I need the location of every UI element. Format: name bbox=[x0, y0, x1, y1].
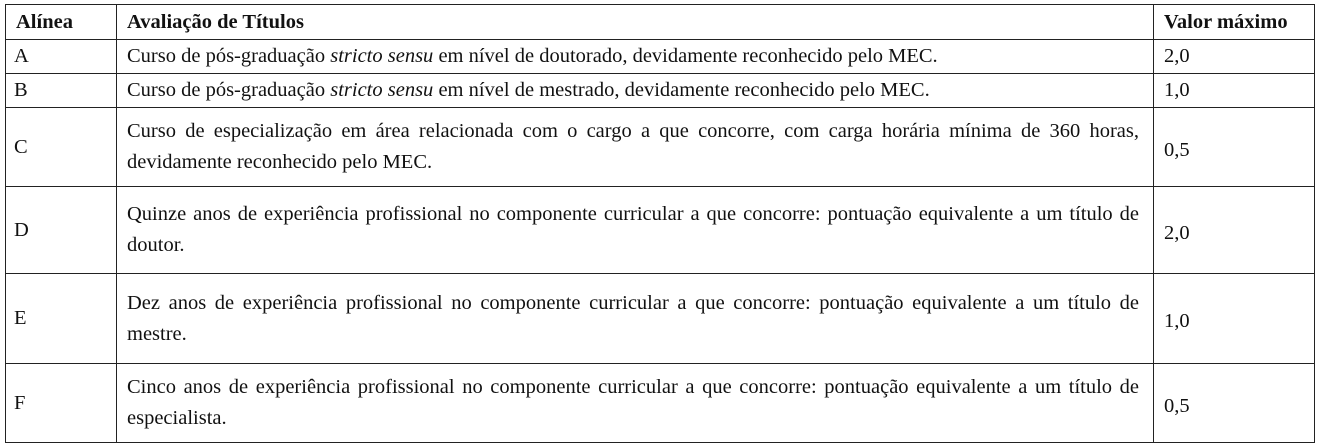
titles-evaluation-table-wrapper bbox=[5, 4, 1314, 443]
row-description: Curso de especialização em área relacionada com o cargo a que concorre, com carga horária mínima de 360 horas, devidamente reconhecido pelo MEC. bbox=[117, 108, 1154, 187]
header-valor-maximo: Valor máximo bbox=[1154, 5, 1315, 40]
description-italic-term: stricto sensu bbox=[330, 45, 434, 67]
row-valor: 0,5 bbox=[1154, 108, 1315, 187]
table-row bbox=[6, 274, 1315, 364]
table-row bbox=[6, 364, 1315, 443]
row-description: Quinze anos de experiência profissional no componente curricular a que concorre: pontuação equivalente a um título de doutor. bbox=[117, 187, 1154, 274]
row-valor: 1,0 bbox=[1154, 274, 1315, 364]
row-valor: 1,0 bbox=[1154, 74, 1315, 108]
table-row bbox=[6, 40, 1315, 74]
table-row bbox=[6, 187, 1315, 274]
description-text: Curso de pós-graduação bbox=[127, 79, 331, 101]
row-valor: 0,5 bbox=[1154, 364, 1315, 443]
row-alinea: E bbox=[6, 274, 117, 364]
row-alinea: D bbox=[6, 187, 117, 274]
row-alinea: B bbox=[6, 74, 117, 108]
description-text: em nível de doutorado, devidamente reconhecido pelo MEC. bbox=[433, 45, 938, 67]
row-valor: 2,0 bbox=[1154, 187, 1315, 274]
row-description: Cinco anos de experiência profissional no componente curricular a que concorre: pontuação equivalente a um título de especialista. bbox=[117, 364, 1154, 443]
table-header-row bbox=[6, 5, 1315, 40]
description-italic-term: stricto sensu bbox=[330, 79, 434, 101]
description-text: em nível de mestrado, devidamente reconhecido pelo MEC. bbox=[433, 79, 930, 101]
row-alinea: A bbox=[6, 40, 117, 74]
table-row bbox=[6, 74, 1315, 108]
row-description bbox=[117, 40, 1154, 74]
table-row bbox=[6, 108, 1315, 187]
description-text: Curso de pós-graduação bbox=[127, 45, 331, 67]
row-alinea: F bbox=[6, 364, 117, 443]
row-alinea: C bbox=[6, 108, 117, 187]
row-valor: 2,0 bbox=[1154, 40, 1315, 74]
titles-evaluation-table bbox=[5, 4, 1315, 443]
row-description: Dez anos de experiência profissional no componente curricular a que concorre: pontuação equivalente a um título de mestre. bbox=[117, 274, 1154, 364]
row-description bbox=[117, 74, 1154, 108]
header-avaliacao: Avaliação de Títulos bbox=[117, 5, 1154, 40]
header-alinea: Alínea bbox=[6, 5, 117, 40]
